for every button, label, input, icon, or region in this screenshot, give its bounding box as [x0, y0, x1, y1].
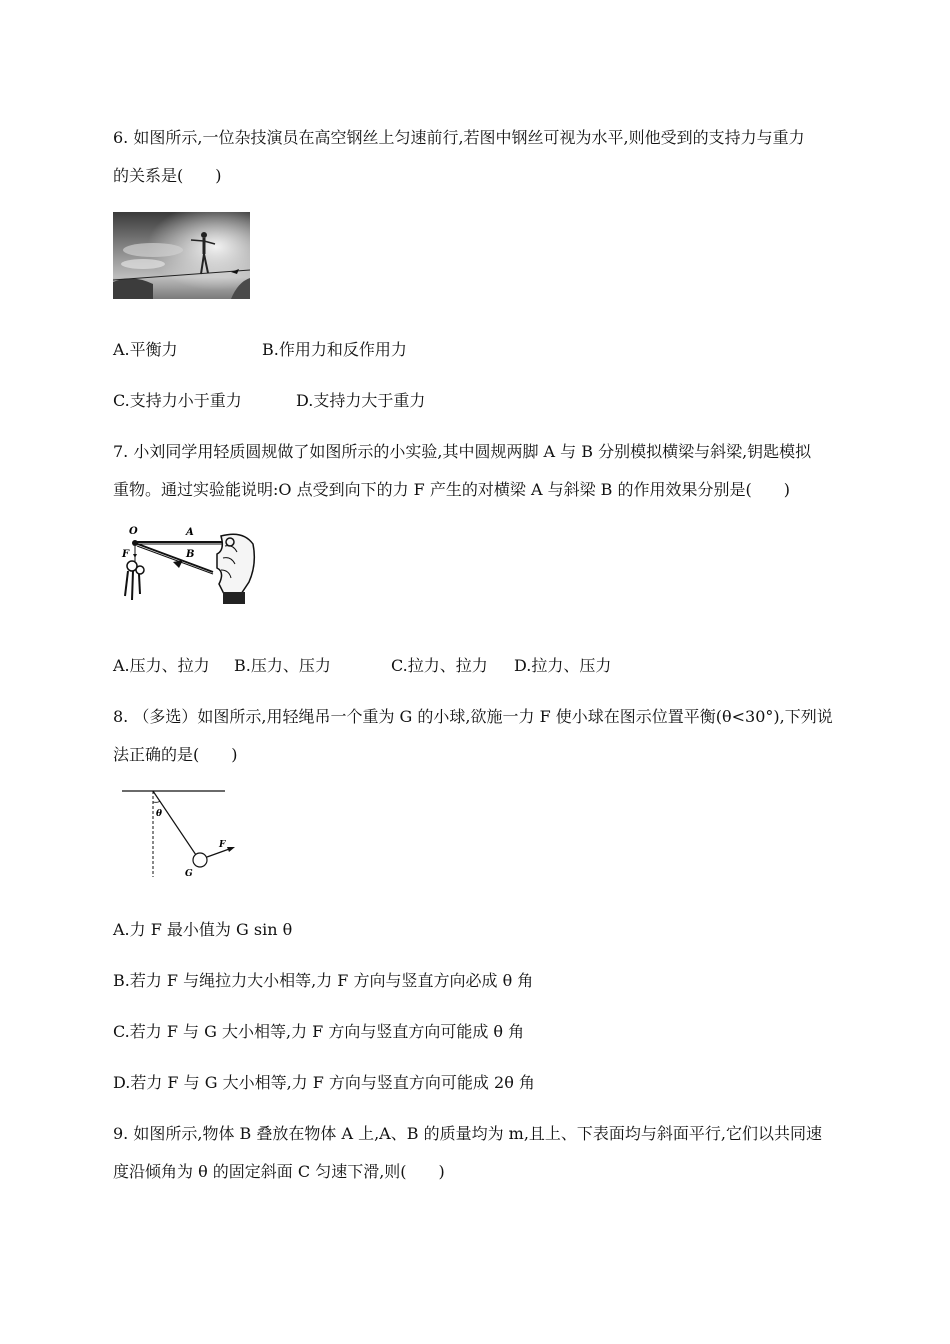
- q7-option-b: B.压力、压力: [234, 656, 331, 675]
- q7-option-a: A.压力、拉力: [113, 656, 210, 675]
- compass-keys-diagram: [113, 524, 263, 606]
- q6-option-b: B.作用力和反作用力: [262, 340, 407, 359]
- q7-option-c: C.拉力、拉力: [391, 656, 488, 675]
- q9-stem-line2: 度沿倾角为 θ 的固定斜面 C 匀速下滑,则( ): [113, 1162, 445, 1181]
- label-f: F: [219, 840, 226, 850]
- q8-option-b: B.若力 F 与绳拉力大小相等,力 F 方向与竖直方向必成 θ 角: [113, 971, 534, 990]
- q6-stem-line2: 的关系是( ): [113, 166, 222, 185]
- q6-option-a: A.平衡力: [113, 340, 178, 359]
- q7-option-d: D.拉力、压力: [514, 656, 612, 675]
- q9-stem-line1: 9. 如图所示,物体 B 叠放在物体 A 上,A、B 的质量均为 m,且上、下表面均与斜面平行,它们以共同速: [113, 1124, 823, 1143]
- label-b: B: [186, 549, 195, 560]
- label-theta: θ: [156, 809, 163, 819]
- tightrope-walker-photo: [113, 212, 250, 299]
- q8-stem-line2: 法正确的是( ): [113, 745, 238, 764]
- label-o: O: [129, 526, 138, 537]
- label-g: G: [185, 869, 193, 879]
- q8-option-c: C.若力 F 与 G 大小相等,力 F 方向与竖直方向可能成 θ 角: [113, 1022, 525, 1041]
- q8-stem-line1: 8. （多选）如图所示,用轻绳吊一个重为 G 的小球,欲施一力 F 使小球在图示位置平衡(θ<30°),下列说: [113, 707, 833, 726]
- q8-option-d: D.若力 F 与 G 大小相等,力 F 方向与竖直方向可能成 2θ 角: [113, 1073, 535, 1092]
- q7-stem-line2: 重物。通过实验能说明:O 点受到向下的力 F 产生的对横梁 A 与斜梁 B 的作用效果分别是( ): [113, 480, 791, 499]
- q6-option-c: C.支持力小于重力: [113, 391, 242, 410]
- pendulum-diagram: [113, 785, 243, 880]
- q6-option-d: D.支持力大于重力: [296, 391, 426, 410]
- q8-option-a: A.力 F 最小值为 G sin θ: [113, 920, 293, 939]
- q6-stem-line1: 6. 如图所示,一位杂技演员在高空钢丝上匀速前行,若图中钢丝可视为水平,则他受到的支持力与重力: [113, 128, 805, 147]
- q7-stem-line1: 7. 小刘同学用轻质圆规做了如图所示的小实验,其中圆规两脚 A 与 B 分别模拟横梁与斜梁,钥匙模拟: [113, 442, 812, 461]
- label-f: F: [122, 549, 130, 560]
- label-a: A: [186, 527, 194, 538]
